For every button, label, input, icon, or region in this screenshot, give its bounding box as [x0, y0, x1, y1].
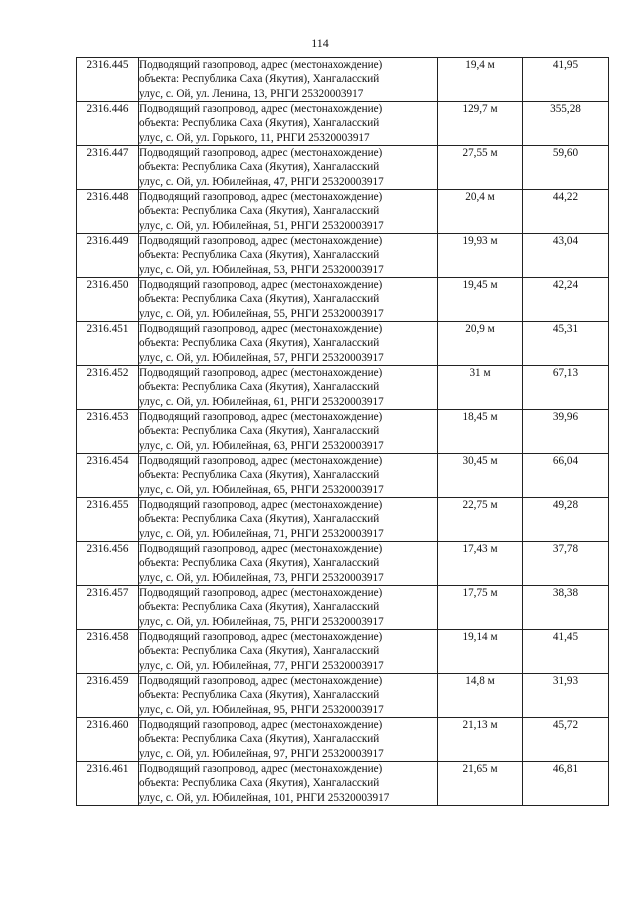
- description-line: объекта: Республика Саха (Якутия), Хангаласский: [139, 249, 380, 262]
- table-row: [77, 762, 609, 806]
- description-line: Подводящий газопровод, адрес (местонахождение): [139, 719, 383, 731]
- object-value: 44,22: [523, 190, 609, 234]
- description-line: улус, с. Ой, ул. Юбилейная, 97, РНГИ 25320003917: [139, 747, 384, 760]
- row-number: 2316.457: [77, 586, 139, 630]
- object-description: [139, 586, 438, 630]
- object-description: [139, 58, 438, 102]
- description-line: Подводящий газопровод, адрес (местонахождение): [139, 235, 383, 247]
- table-row: [77, 102, 609, 146]
- object-length: 17,43 м: [438, 542, 523, 586]
- row-number: 2316.454: [77, 454, 139, 498]
- table-row: [77, 586, 609, 630]
- description-line: Подводящий газопровод, адрес (местонахождение): [139, 367, 383, 379]
- object-length: 27,55 м: [438, 146, 523, 190]
- description-line: Подводящий газопровод, адрес (местонахождение): [139, 323, 383, 335]
- description-line: улус, с. Ой, ул. Юбилейная, 77, РНГИ 25320003917: [139, 659, 384, 672]
- object-description: [139, 630, 438, 674]
- object-value: 43,04: [523, 234, 609, 278]
- object-value: 39,96: [523, 410, 609, 454]
- object-description: [139, 674, 438, 718]
- row-number: 2316.448: [77, 190, 139, 234]
- object-length: 20,4 м: [438, 190, 523, 234]
- description-line: улус, с. Ой, ул. Юбилейная, 51, РНГИ 25320003917: [139, 219, 384, 232]
- description-line: объекта: Республика Саха (Якутия), Хангаласский: [139, 337, 380, 350]
- description-line: объекта: Республика Саха (Якутия), Хангаласский: [139, 293, 380, 306]
- row-number: 2316.460: [77, 718, 139, 762]
- object-length: 31 м: [438, 366, 523, 410]
- table-row: [77, 410, 609, 454]
- description-line: Подводящий газопровод, адрес (местонахождение): [139, 587, 383, 599]
- object-value: 67,13: [523, 366, 609, 410]
- table-row: [77, 630, 609, 674]
- table-row: [77, 674, 609, 718]
- object-description: [139, 410, 438, 454]
- object-value: 37,78: [523, 542, 609, 586]
- object-description: [139, 762, 438, 806]
- description-line: Подводящий газопровод, адрес (местонахождение): [139, 411, 383, 423]
- row-number: 2316.449: [77, 234, 139, 278]
- object-description: [139, 278, 438, 322]
- object-description: [139, 146, 438, 190]
- description-line: объекта: Республика Саха (Якутия), Хангаласский: [139, 117, 380, 130]
- description-line: улус, с. Ой, ул. Юбилейная, 61, РНГИ 25320003917: [139, 395, 384, 408]
- table-body: [77, 58, 609, 806]
- description-line: объекта: Республика Саха (Якутия), Хангаласский: [139, 469, 380, 482]
- description-line: объекта: Республика Саха (Якутия), Хангаласский: [139, 557, 380, 570]
- object-length: 20,9 м: [438, 322, 523, 366]
- description-line: улус, с. Ой, ул. Юбилейная, 47, РНГИ 25320003917: [139, 175, 384, 188]
- description-line: объекта: Республика Саха (Якутия), Хангаласский: [139, 601, 380, 614]
- description-line: Подводящий газопровод, адрес (местонахождение): [139, 147, 383, 159]
- table-row: [77, 190, 609, 234]
- table-row: [77, 234, 609, 278]
- description-line: улус, с. Ой, ул. Юбилейная, 65, РНГИ 25320003917: [139, 483, 384, 496]
- description-line: улус, с. Ой, ул. Юбилейная, 55, РНГИ 25320003917: [139, 307, 384, 320]
- description-line: объекта: Республика Саха (Якутия), Хангаласский: [139, 645, 380, 658]
- row-number: 2316.445: [77, 58, 139, 102]
- description-line: Подводящий газопровод, адрес (местонахождение): [139, 455, 383, 467]
- description-line: объекта: Республика Саха (Якутия), Хангаласский: [139, 161, 380, 174]
- description-line: Подводящий газопровод, адрес (местонахождение): [139, 59, 383, 71]
- object-value: 45,31: [523, 322, 609, 366]
- row-number: 2316.458: [77, 630, 139, 674]
- object-description: [139, 190, 438, 234]
- object-value: 49,28: [523, 498, 609, 542]
- object-length: 30,45 м: [438, 454, 523, 498]
- description-line: объекта: Республика Саха (Якутия), Хангаласский: [139, 777, 380, 790]
- object-value: 41,95: [523, 58, 609, 102]
- object-value: 38,38: [523, 586, 609, 630]
- object-length: 19,4 м: [438, 58, 523, 102]
- description-line: объекта: Республика Саха (Якутия), Хангаласский: [139, 381, 380, 394]
- row-number: 2316.455: [77, 498, 139, 542]
- table-row: [77, 58, 609, 102]
- table-row: [77, 718, 609, 762]
- object-length: 14,8 м: [438, 674, 523, 718]
- object-length: 18,45 м: [438, 410, 523, 454]
- description-line: Подводящий газопровод, адрес (местонахождение): [139, 763, 383, 775]
- description-line: Подводящий газопровод, адрес (местонахождение): [139, 103, 383, 115]
- description-line: Подводящий газопровод, адрес (местонахождение): [139, 499, 383, 511]
- row-number: 2316.450: [77, 278, 139, 322]
- object-value: 42,24: [523, 278, 609, 322]
- description-line: улус, с. Ой, ул. Юбилейная, 63, РНГИ 25320003917: [139, 439, 384, 452]
- description-line: улус, с. Ой, ул. Юбилейная, 95, РНГИ 25320003917: [139, 703, 384, 716]
- row-number: 2316.461: [77, 762, 139, 806]
- table-row: [77, 366, 609, 410]
- object-value: 66,04: [523, 454, 609, 498]
- description-line: улус, с. Ой, ул. Юбилейная, 71, РНГИ 25320003917: [139, 527, 384, 540]
- row-number: 2316.446: [77, 102, 139, 146]
- row-number: 2316.451: [77, 322, 139, 366]
- description-line: объекта: Республика Саха (Якутия), Хангаласский: [139, 513, 380, 526]
- table-row: [77, 322, 609, 366]
- object-value: 31,93: [523, 674, 609, 718]
- description-line: Подводящий газопровод, адрес (местонахождение): [139, 543, 383, 555]
- row-number: 2316.447: [77, 146, 139, 190]
- description-line: Подводящий газопровод, адрес (местонахождение): [139, 279, 383, 291]
- description-line: улус, с. Ой, ул. Юбилейная, 73, РНГИ 25320003917: [139, 571, 384, 584]
- table-row: [77, 542, 609, 586]
- description-line: улус, с. Ой, ул. Юбилейная, 53, РНГИ 25320003917: [139, 263, 384, 276]
- table-row: [77, 278, 609, 322]
- row-number: 2316.459: [77, 674, 139, 718]
- description-line: улус, с. Ой, ул. Юбилейная, 75, РНГИ 25320003917: [139, 615, 384, 628]
- object-description: [139, 102, 438, 146]
- object-description: [139, 542, 438, 586]
- object-length: 21,65 м: [438, 762, 523, 806]
- object-length: 19,45 м: [438, 278, 523, 322]
- object-value: 41,45: [523, 630, 609, 674]
- description-line: улус, с. Ой, ул. Горького, 11, РНГИ 25320003917: [139, 131, 370, 144]
- description-line: Подводящий газопровод, адрес (местонахождение): [139, 191, 383, 203]
- description-line: объекта: Республика Саха (Якутия), Хангаласский: [139, 689, 380, 702]
- row-number: 2316.453: [77, 410, 139, 454]
- object-description: [139, 366, 438, 410]
- table-row: [77, 498, 609, 542]
- row-number: 2316.456: [77, 542, 139, 586]
- object-description: [139, 718, 438, 762]
- object-description: [139, 498, 438, 542]
- table-row: [77, 146, 609, 190]
- object-value: 59,60: [523, 146, 609, 190]
- object-description: [139, 454, 438, 498]
- object-description: [139, 322, 438, 366]
- description-line: улус, с. Ой, ул. Юбилейная, 101, РНГИ 25320003917: [139, 791, 390, 804]
- description-line: улус, с. Ой, ул. Юбилейная, 57, РНГИ 25320003917: [139, 351, 384, 364]
- description-line: объекта: Республика Саха (Якутия), Хангаласский: [139, 425, 380, 438]
- object-description: [139, 234, 438, 278]
- description-line: объекта: Республика Саха (Якутия), Хангаласский: [139, 73, 380, 86]
- object-value: 45,72: [523, 718, 609, 762]
- object-length: 22,75 м: [438, 498, 523, 542]
- object-length: 129,7 м: [438, 102, 523, 146]
- row-number: 2316.452: [77, 366, 139, 410]
- object-value: 355,28: [523, 102, 609, 146]
- object-length: 19,93 м: [438, 234, 523, 278]
- description-line: объекта: Республика Саха (Якутия), Хангаласский: [139, 733, 380, 746]
- description-line: улус, с. Ой, ул. Ленина, 13, РНГИ 25320003917: [139, 87, 364, 100]
- page-number: 114: [311, 36, 329, 50]
- object-length: 19,14 м: [438, 630, 523, 674]
- description-line: объекта: Республика Саха (Якутия), Хангаласский: [139, 205, 380, 218]
- description-line: Подводящий газопровод, адрес (местонахождение): [139, 675, 383, 687]
- object-length: 21,13 м: [438, 718, 523, 762]
- description-line: Подводящий газопровод, адрес (местонахождение): [139, 631, 383, 643]
- object-length: 17,75 м: [438, 586, 523, 630]
- object-value: 46,81: [523, 762, 609, 806]
- property-table: [76, 57, 609, 806]
- table-row: [77, 454, 609, 498]
